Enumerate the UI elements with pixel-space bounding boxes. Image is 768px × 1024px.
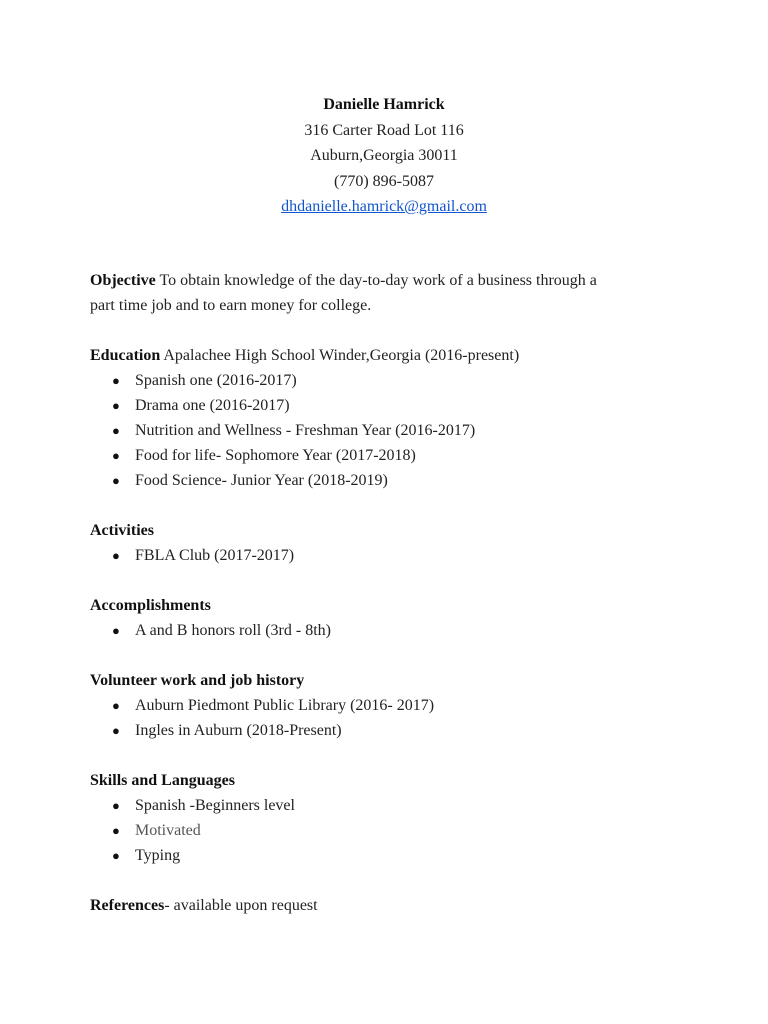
list-item: ● A and B honors roll (3rd - 8th)	[90, 618, 670, 643]
list-item: ● Spanish -Beginners level	[90, 793, 670, 818]
contact-header	[0, 92, 768, 220]
volunteer-list	[90, 693, 670, 743]
list-item: ● FBLA Club (2017-2017)	[90, 543, 670, 568]
bullet-icon: ●	[112, 848, 120, 863]
skills-section	[90, 768, 670, 868]
applicant-name: Danielle Hamrick	[323, 96, 445, 113]
volunteer-label: Volunteer work and job history	[90, 672, 305, 689]
phone-number: (770) 896-5087	[334, 172, 434, 190]
bullet-icon: ●	[112, 623, 120, 638]
list-item: ● Ingles in Auburn (2018-Present)	[90, 718, 670, 743]
address-line-2: Auburn,Georgia 30011	[310, 147, 458, 164]
list-item: ● Motivated	[90, 818, 670, 843]
objective-label: Objective	[90, 272, 156, 289]
list-item: ● Auburn Piedmont Public Library (2016- 2017)	[90, 693, 670, 718]
education-label: Education	[90, 347, 161, 364]
volunteer-section	[90, 668, 670, 743]
objective-section	[90, 268, 670, 318]
references-label: References	[90, 897, 165, 914]
list-item: ● Drama one (2016-2017)	[90, 393, 670, 418]
objective-text-line-1: To obtain knowledge of the day-to-day work of a business through a	[155, 272, 597, 289]
bullet-icon: ●	[112, 548, 120, 563]
list-item: ● Food Science- Junior Year (2018-2019)	[90, 468, 670, 493]
bullet-icon: ●	[112, 398, 120, 413]
references-section	[90, 893, 670, 918]
accomplishments-label: Accomplishments	[90, 597, 211, 614]
list-item: ● Spanish one (2016-2017)	[90, 368, 670, 393]
education-school: Apalachee High School Winder,Georgia (2016-present)	[160, 347, 520, 364]
address-line-1: 316 Carter Road Lot 116	[304, 121, 464, 139]
accomplishments-section	[90, 593, 670, 643]
bullet-icon: ●	[112, 448, 120, 463]
activities-label: Activities	[90, 522, 154, 539]
education-list	[90, 368, 670, 493]
list-item: ● Typing	[90, 843, 670, 868]
bullet-icon: ●	[112, 723, 120, 738]
skills-list	[90, 793, 670, 868]
education-section	[90, 343, 670, 493]
list-item: ● Nutrition and Wellness - Freshman Year (2016-2017)	[90, 418, 670, 443]
bullet-icon: ●	[112, 823, 120, 838]
bullet-icon: ●	[112, 473, 120, 488]
list-item: ● Food for life- Sophomore Year (2017-2018)	[90, 443, 670, 468]
activities-section	[90, 518, 670, 568]
bullet-icon: ●	[112, 423, 120, 438]
resume-body	[90, 268, 670, 918]
bullet-icon: ●	[112, 698, 120, 713]
email-link[interactable]: dhdanielle.hamrick@gmail.com	[281, 198, 487, 215]
references-text: - available upon request	[164, 897, 318, 914]
bullet-icon: ●	[112, 373, 120, 388]
activities-list	[90, 543, 670, 568]
objective-text-line-2: part time job and to earn money for college.	[90, 297, 372, 314]
skills-label: Skills and Languages	[90, 772, 235, 789]
accomplishments-list	[90, 618, 670, 643]
bullet-icon: ●	[112, 798, 120, 813]
